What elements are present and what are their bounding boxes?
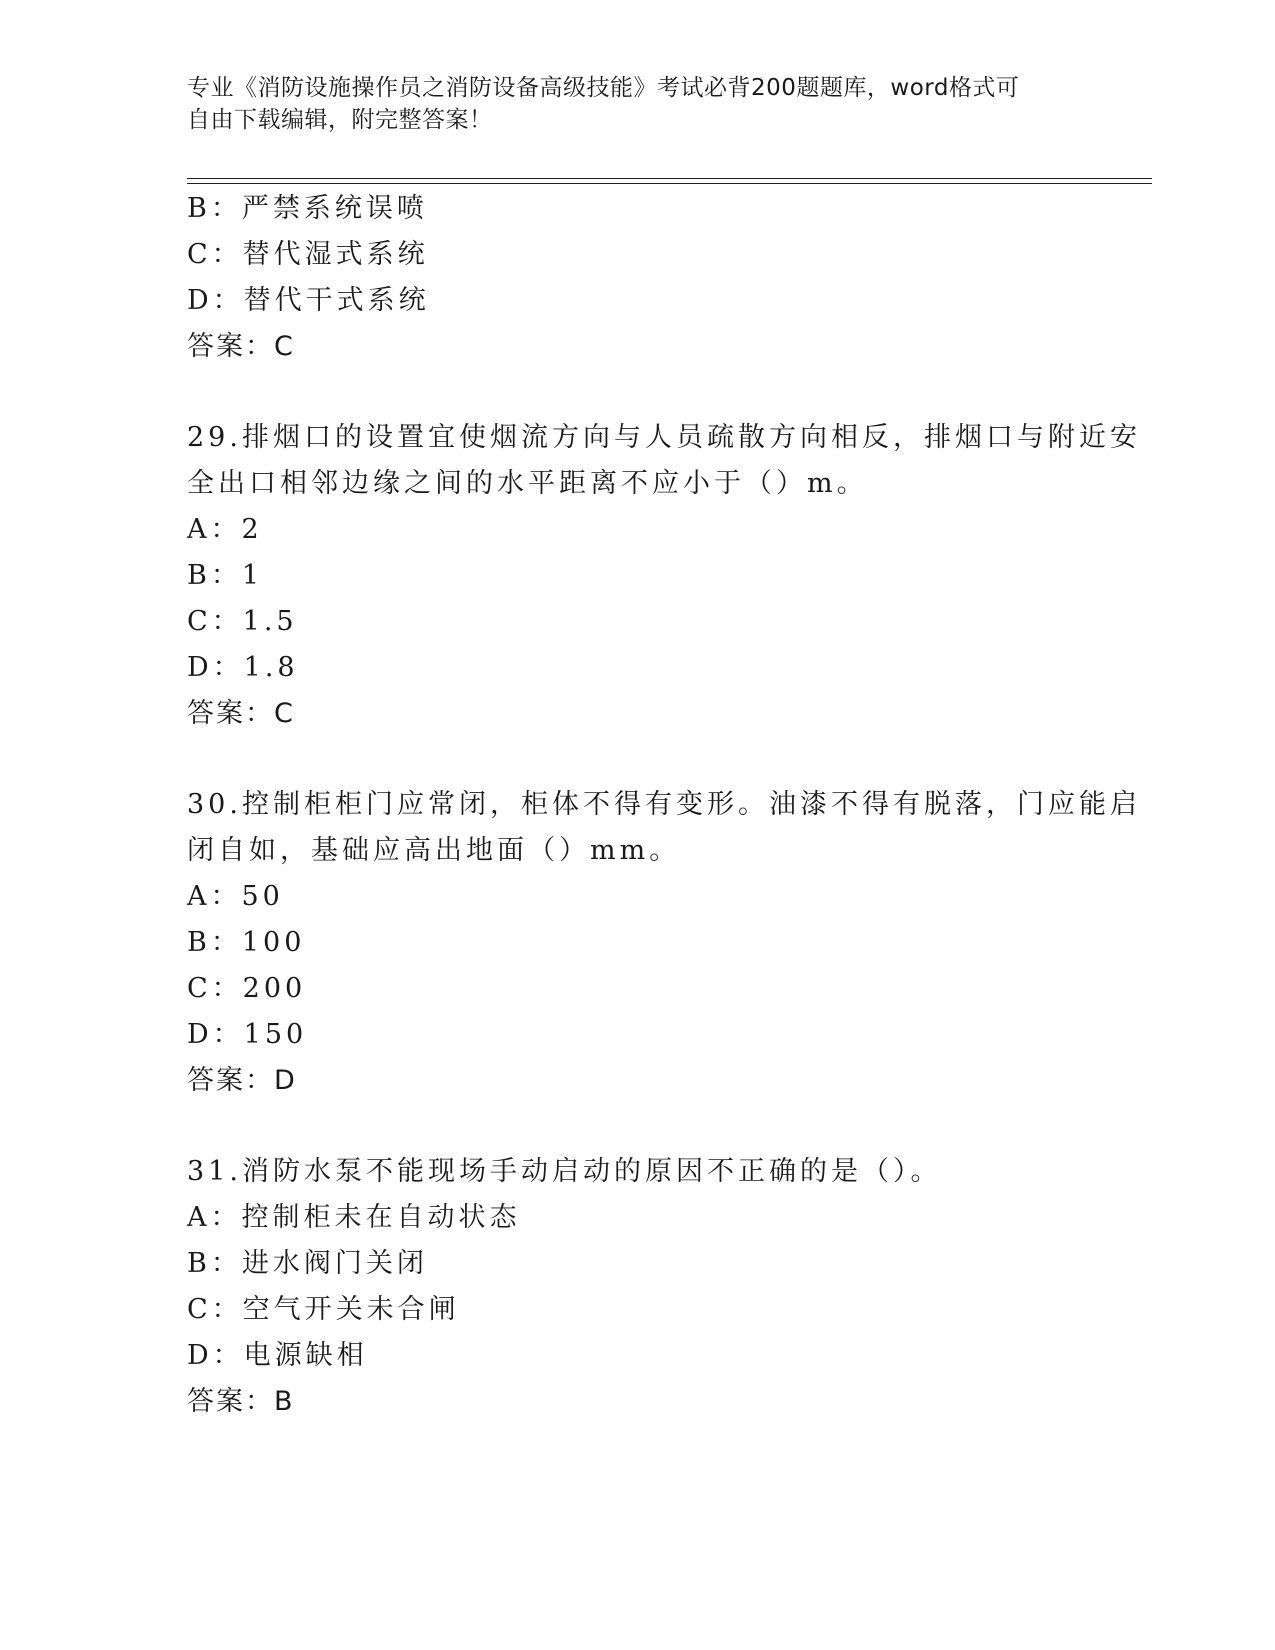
q28-option-c: C：替代湿式系统 [187, 239, 429, 270]
q29-stem-line-1: 29.排烟口的设置宜使烟流方向与人员疏散方向相反，排烟口与附近安 [187, 422, 1141, 453]
q31-stem-line-1: 31.消防水泵不能现场手动启动的原因不正确的是（）。 [187, 1156, 942, 1187]
q31-option-b: B：进水阀门关闭 [187, 1248, 428, 1279]
q30-option-c: C：200 [187, 973, 307, 1004]
q29-answer: 答案：C [187, 698, 295, 729]
q30-answer: 答案：D [187, 1065, 297, 1096]
header-line-1: 专业《消防设施操作员之消防设备高级技能》考试必背200题题库，word格式可 [187, 75, 1020, 101]
q29-option-c: C：1.5 [187, 606, 298, 637]
document-header [187, 72, 1087, 136]
header-divider-top [187, 178, 1152, 179]
q29-stem-line-2: 全出口相邻边缘之间的水平距离不应小于（）m。 [187, 468, 868, 499]
header-line-2: 自由下载编辑，附完整答案！ [187, 107, 493, 133]
q30-option-d: D：150 [187, 1019, 308, 1050]
q28-option-b: B：严禁系统误喷 [187, 193, 428, 224]
q30-option-a: A：50 [187, 881, 284, 912]
q28-option-d: D：替代干式系统 [187, 285, 430, 316]
q29-option-d: D：1.8 [187, 652, 299, 683]
q31-answer: 答案：B [187, 1386, 295, 1417]
q30-stem-line-2: 闭自如，基础应高出地面（）mm。 [187, 835, 681, 866]
q28-answer: 答案：C [187, 331, 295, 362]
q29-option-b: B：1 [187, 560, 264, 591]
q31-option-c: C：空气开关未合闸 [187, 1294, 460, 1325]
q29-option-a: A：2 [187, 514, 263, 545]
q30-option-b: B：100 [187, 927, 306, 958]
q31-option-d: D：电源缺相 [187, 1340, 368, 1371]
header-divider-bottom [187, 183, 1152, 184]
q31-option-a: A：控制柜未在自动状态 [187, 1202, 521, 1233]
q30-stem-line-1: 30.控制柜柜门应常闭，柜体不得有变形。油漆不得有脱落，门应能启 [187, 789, 1141, 820]
